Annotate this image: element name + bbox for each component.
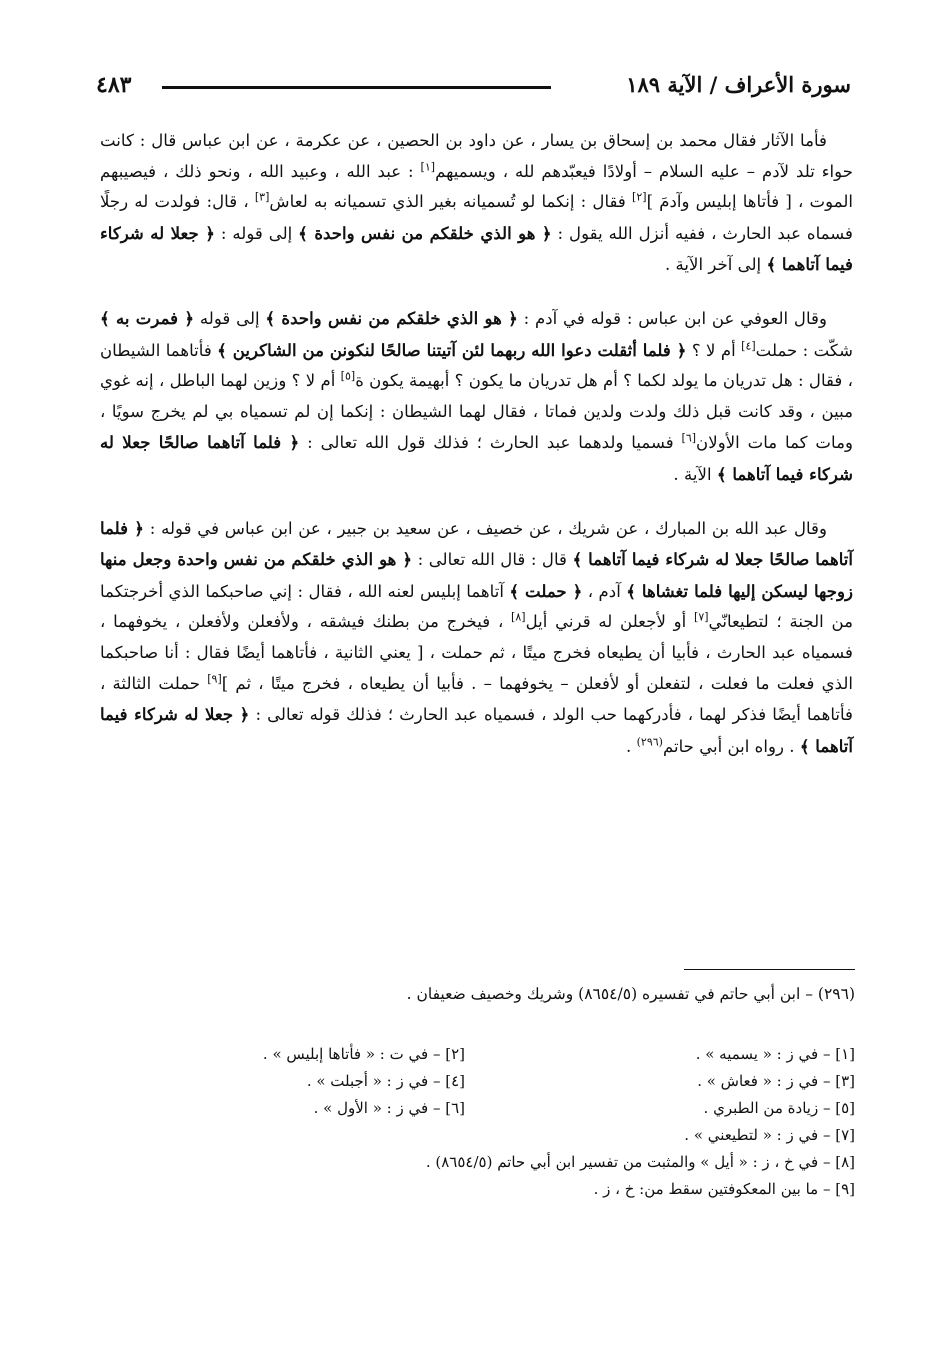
footnote-rule (684, 969, 855, 970)
paragraph (100, 513, 853, 763)
paragraph-indent (827, 519, 853, 538)
footnote-ref: [٧] (694, 610, 709, 624)
text-run: أو لأجعلن له قرني أيل (525, 612, 695, 632)
paragraph (100, 126, 853, 281)
variant-row (180, 1149, 855, 1176)
quran-quote: ﴿ حملت ﴾ (509, 580, 583, 601)
text-run: الآية . (673, 464, 717, 484)
footnote-ref: (٢٩٦) (636, 735, 663, 749)
paragraph (100, 303, 853, 491)
quran-quote: ﴿ هو الذي خلقكم من نفس واحدة ﴾ (298, 222, 552, 243)
text-run: وقال العوفي عن ابن عباس : قوله في آدم : (517, 308, 827, 328)
variant-note: [٥] – زيادة من الطبري . (703, 1099, 855, 1117)
paragraph-indent (827, 309, 853, 328)
footnote-ref: [٤] (741, 339, 756, 353)
text-run: آدم ، (582, 581, 627, 601)
variant-note: [٩] – ما بين المعكوفتين سقط من: خ ، ز . (593, 1180, 855, 1198)
text-run: إلى قوله : (214, 223, 299, 243)
quran-quote: ﴿ فلما آتاهما صالحًا جعلا له شركاء فيما آتاهما ﴾ (100, 517, 853, 570)
text-run: . رواه ابن أبي حاتم (662, 736, 800, 756)
text-run: فأتاهما الشيطان ، فقال : هل تدريان ما يولد لكما ؟ أم هل تدريان ما يكون ؟ أبهيمة يكون ة (100, 340, 853, 391)
text-run: فأما الآثار فقال محمد بن إسحاق بن يسار ، عن داود بن الحصين ، عن عكرمة ، عن ابن عباس قال : كانت حواء تلد لآدم – عليه السلام – أولادًا فيعبّدهم لله ، ويسميهم (100, 131, 853, 181)
footnote-ref: [٣] (254, 190, 270, 204)
text-run: أم لا ؟ (686, 340, 742, 360)
text-run: شكّت : حملت (755, 340, 853, 360)
text-run: أم لا ؟ وزين لهما الباطل ، إنه غوي مبين ، وقد كانت قبل ذلك ولدت ولدين فماتا ، فقال لهما الشيطان : إنكما إن لم تسمياه بي لم يخرج سويًا ، ومات كما مات الأولان (100, 371, 853, 453)
text-run: حملت الثالثة ، فأتاهما أيضًا فذكر لهما ، فأدركهما حب الولد ، فسمياه عبد الحارث ؛ فذلك قوله تعالى : (100, 673, 853, 725)
quran-quote: ﴿ جعلا له شركاء فيما آتاهما ﴾ (100, 222, 853, 275)
text-run: إلى آخر الآية . (664, 255, 767, 275)
paragraph-indent (827, 131, 853, 150)
variant-note: [٧] – في ز : « لتطيعني » . (684, 1126, 855, 1144)
quran-quote: ﴿ فلما أثقلت دعوا الله ربهما لئن آتيتنا صالحًا لنكونن من الشاكرين ﴾ (217, 339, 687, 360)
footnote-ref: [٨] (511, 610, 526, 624)
running-title: سورة الأعراف / الآية ١٨٩ (626, 72, 851, 97)
variant-row (180, 1122, 855, 1149)
footnote-ref: [٢] (632, 190, 647, 204)
variant-note: [٣] – في ز : « فعاش » . (697, 1072, 855, 1090)
variant-row (180, 1095, 855, 1122)
variant-row (180, 1041, 855, 1068)
quran-quote: ﴿ هو الذي خلقكم من نفس واحدة وجعل منها زوجها ليسكن إليها فلما تغشاها ﴾ (100, 549, 853, 601)
variant-note: [١] – في ز : « يسميه » . (695, 1045, 855, 1063)
text-run: قال : قال الله تعالى : (412, 550, 573, 570)
text-run: ، فيخرج من بطنك فيشقه ، ولأفعلن ولأفعلن ، يخوفهما ، فسمياه عبد الحارث ، فأبيا أن يطيعاه فخرج ميتًا ، ثم حملت ، [ يعني الثانية ، فأتاهما أيضًا فقال : أنا صاحبكما الذي فعلت ما فعلت ، لتفعلن أو لأفعلن – يخوفهما – . فأبيا أن يطيعاه ، فخرج ميتًا ، ثم ] (100, 612, 853, 693)
text-run: فقال : إنكما لو تُسميانه بغير الذي تسميانه به لعاش (269, 192, 633, 212)
text-run: ، قال: فولدت له رجلًا فسماه عبد الحارث ، ففيه أنزل الله يقول : (100, 192, 853, 243)
variant-note: [٨] – في خ ، ز : « أيل » والمثبت من تفسير ابن أبي حاتم (٨٦٥٤/٥) . (425, 1153, 855, 1171)
quran-quote: ﴿ فمرت به ﴾ (100, 307, 195, 328)
variant-row (180, 1068, 855, 1095)
footnote: (٢٩٦) – ابن أبي حاتم في تفسيره (٨٦٥٤/٥) وشريك وخصيف ضعيفان . (406, 985, 855, 1003)
page-header (96, 70, 851, 104)
quran-quote: ﴿ فلما آتاهما صالحًا جعلا له شركاء فيما آتاهما ﴾ (100, 432, 853, 484)
page-number: ٤٨٣ (96, 72, 132, 98)
header-rule (162, 86, 551, 89)
quran-quote: ﴿ جعلا له شركاء فيما آتاهما ﴾ (100, 704, 853, 756)
text-run: . (626, 736, 637, 756)
variant-note: [٦] – في ز : « الأول » . (313, 1099, 465, 1117)
text-run: آتاهما إبليس لعنه الله ، فقال : إني صاحبكما الذي أخرجتكما من الجنة ؛ لتطيعانّي (100, 581, 854, 632)
text-run: إلى قوله (194, 308, 266, 328)
body-text (100, 126, 853, 784)
variant-note: [٢] – في ت : « فأتاها إبليس » . (262, 1045, 465, 1063)
footnote-ref: [٦] (681, 431, 697, 445)
variant-notes (180, 1041, 855, 1203)
text-run: فسميا ولدهما عبد الحارث ؛ فذلك قول الله تعالى : (299, 433, 682, 453)
quran-quote: ﴿ هو الذي خلقكم من نفس واحدة ﴾ (265, 307, 518, 328)
footnote-ref: [٥] (340, 369, 356, 383)
footnote-ref: [١] (420, 160, 436, 174)
variant-note: [٤] – في ز : « أجبلت » . (306, 1072, 465, 1090)
variant-row (180, 1176, 855, 1203)
text-run: وقال عبد الله بن المبارك ، عن شريك ، عن خصيف ، عن سعيد بن جبير ، عن ابن عباس في قوله : (144, 518, 827, 538)
text-run: : عبد الله ، وعبيد الله ، ونحو ذلك ، فيصيبهم الموت ، [ فأتاها إبليس وآدمَ ] (100, 161, 853, 212)
footnote-ref: [٩] (207, 671, 222, 685)
